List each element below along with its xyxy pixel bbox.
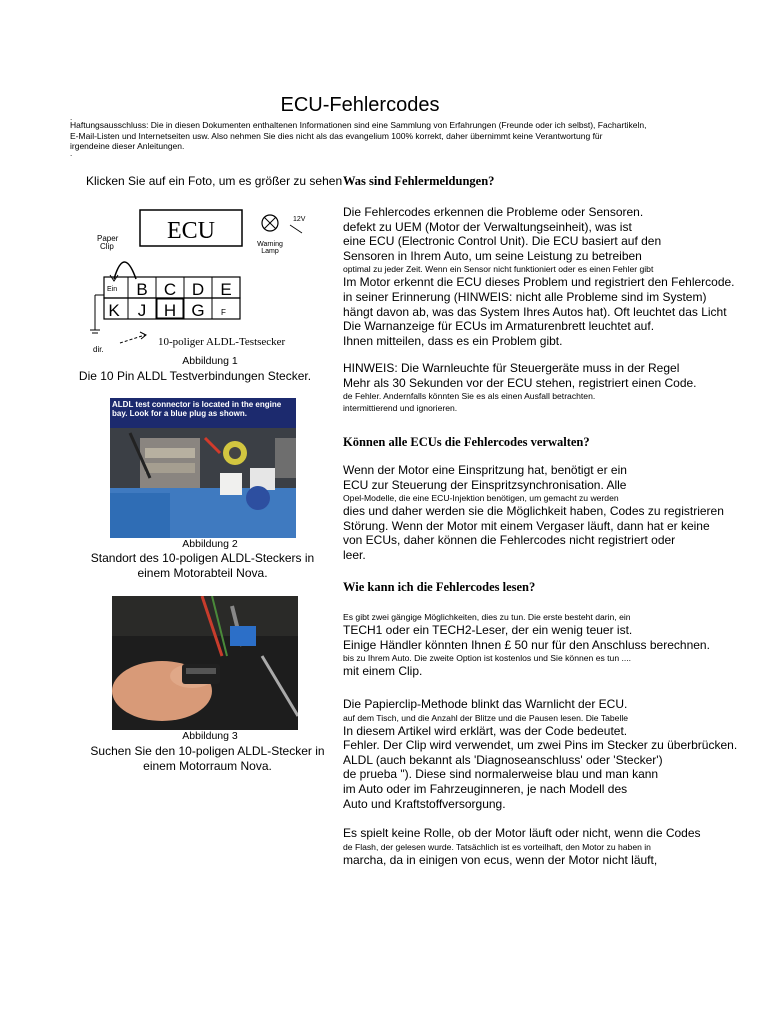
pin-label: D bbox=[191, 280, 205, 299]
page-title: ECU-Fehlercodes bbox=[280, 94, 440, 116]
connector-hand-photo-svg bbox=[112, 596, 298, 730]
text-line: Auto und Kraftstoffversorgung. bbox=[343, 796, 506, 811]
figure3-number: Abbildung 3 bbox=[182, 730, 238, 742]
text-line: de Flash, der gelesen wurde. Tatsächlich ist es vorteilhaft, den Motor zu haben in bbox=[343, 841, 651, 852]
text-line: hängt davon ab, was das System Ihres Autos hat). Oft leuchtet das Licht bbox=[343, 304, 727, 319]
photo-overlay-text: ALDL test connector is located in the engine bay. Look for a blue plug as shown. bbox=[112, 400, 282, 418]
text-line: bis zu Ihrem Auto. Die zweite Option ist kostenlos und Sie können es tun .... bbox=[343, 653, 632, 664]
figure2-caption: Standort des 10-poligen ALDL-Steckers in einem Motorabteil Nova. bbox=[90, 551, 315, 580]
text-line: Ihnen mitteilen, dass es ein Problem gibt. bbox=[343, 333, 563, 348]
pin-label: G bbox=[191, 301, 205, 320]
pin-label: Ein bbox=[107, 286, 118, 293]
warning-lamp-label: Warning bbox=[257, 241, 283, 248]
text-line: Es gibt zwei gängige Möglichkeiten, dies zu tun. Die erste besteht darin, ein bbox=[343, 612, 631, 622]
paragraph-5 bbox=[343, 697, 737, 811]
figure1-caption: Die 10 Pin ALDL Testverbindungen Stecker. bbox=[78, 369, 312, 383]
svg-text:Clip: Clip bbox=[100, 242, 114, 251]
text-line: optimal zu jeder Zeit. Wenn ein Sensor nicht funktioniert oder es einen Fehler gibt bbox=[343, 264, 654, 275]
text-line: dies und daher werden sie die Möglichkeit haben, Codes zu registrieren bbox=[343, 504, 724, 519]
text-line: mit einem Clip. bbox=[343, 664, 423, 679]
text-line: Einige Händler könnten Ihnen £ 50 nur für den Anschluss berechnen. bbox=[343, 637, 710, 652]
paragraph-6 bbox=[343, 826, 701, 867]
ground-label: dir. bbox=[93, 345, 104, 354]
paragraph-1 bbox=[343, 205, 735, 348]
text-line: ECU zur Steuerung der Einspritzsynchronisation. Alle bbox=[343, 477, 627, 492]
text-line: von ECUs, daher können die Fehlercodes nicht registriert oder bbox=[343, 533, 676, 548]
text-line: Opel-Modelle, die eine ECU-Injektion benötigen, um gemacht zu werden bbox=[343, 493, 619, 504]
text-line: Die Warnanzeige für ECUs im Armaturenbrett leuchtet auf. bbox=[343, 319, 655, 334]
engine-bay-photo-svg bbox=[110, 398, 296, 538]
section-heading: Was sind Fehlermeldungen? bbox=[343, 174, 495, 188]
bullet-dot: . bbox=[70, 149, 73, 158]
text-line: In diesem Artikel wird erklärt, was der Code bedeutet. bbox=[343, 723, 628, 738]
text-line: auf dem Tisch, und die Anzahl der Blitze und die Pausen lesen. Die Tabelle bbox=[343, 712, 629, 723]
svg-text:Lamp: Lamp bbox=[261, 248, 279, 255]
pin-label: F bbox=[221, 308, 226, 317]
text-line: Störung. Wenn der Motor mit einem Vergaser läuft, dann hat er keine bbox=[343, 518, 710, 533]
text-line: Die Fehlercodes erkennen die Probleme oder Sensoren. bbox=[343, 205, 644, 219]
text-line: marcha, da in einigen von ecus, wenn der Motor nicht läuft, bbox=[343, 852, 658, 867]
pin-label: J bbox=[137, 301, 147, 320]
pin-label: C bbox=[163, 280, 177, 299]
text-line: eine ECU (Electronic Control Unit). Die ECU basiert auf den bbox=[343, 234, 662, 249]
text-line: leer. bbox=[343, 547, 366, 562]
paper-clip-label: Paper bbox=[97, 234, 119, 243]
figure2-number: Abbildung 2 bbox=[182, 538, 238, 550]
text-line: TECH1 oder ein TECH2-Leser, der ein wenig teuer ist. bbox=[343, 623, 633, 637]
disclaimer-line: E-Mail-Listen und Internetseiten usw. Also nehmen Sie dies nicht als das evangelium 100% korrekt, daher übernimmt keine Verantwortung für bbox=[70, 130, 603, 141]
text-line: Es spielt keine Rolle, ob der Motor läuft oder nicht, wenn die Codes bbox=[343, 826, 701, 840]
paragraph-4 bbox=[343, 611, 710, 679]
pin-label: H bbox=[163, 301, 177, 320]
text-line: in seiner Erinnerung (HINWEIS: nicht alle Probleme sind im System) bbox=[343, 289, 707, 304]
bullet-dot: . bbox=[70, 113, 73, 122]
text-line: intermittierend und ignorieren. bbox=[343, 403, 458, 414]
text-line: defekt zu UEM (Motor der Verwaltungseinheit), was ist bbox=[343, 219, 632, 234]
pin-label: E bbox=[220, 280, 232, 299]
text-line: Im Motor erkennt die ECU dieses Problem und registriert den Fehlercode. bbox=[343, 275, 735, 290]
connector-hand-photo[interactable] bbox=[112, 596, 298, 730]
figure3-caption: Suchen Sie den 10-poligen ALDL-Stecker in einem Motorraum Nova. bbox=[90, 744, 325, 773]
text-line: ALDL (auch bekannt als 'Diagnoseanschluss' oder 'Stecker') bbox=[343, 752, 663, 767]
pin-label: K bbox=[108, 301, 120, 320]
text-line: Fehler. Der Clip wird verwendet, um zwei Pins im Stecker zu überbrücken. bbox=[343, 738, 738, 753]
section-heading: Können alle ECUs die Fehlercodes verwalten? bbox=[343, 435, 590, 449]
click-hint: Klicken Sie auf ein Foto, um es größer zu sehen bbox=[86, 174, 343, 188]
text-line: Mehr als 30 Sekunden vor der ECU stehen, registriert einen Code. bbox=[343, 375, 697, 390]
figure1-number: Abbildung 1 bbox=[182, 355, 238, 367]
text-line: Wenn der Motor eine Einspritzung hat, benötigt er ein bbox=[343, 463, 627, 477]
disclaimer-line: irgendeine dieser Anleitungen. bbox=[70, 141, 185, 151]
text-line: de Fehler. Andernfalls könnten Sie es als einen Ausfall betrachten. bbox=[343, 391, 596, 402]
disclaimer-line: Haftungsausschluss: Die in diesen Dokumenten enthaltenen Informationen sind eine Sammlung von Erfahrungen (Freunde oder ich selbst), Fachartikeln, bbox=[70, 120, 647, 130]
aldl-diagram[interactable] bbox=[90, 205, 310, 357]
text-line: HINWEIS: Die Warnleuchte für Steuergeräte muss in der Regel bbox=[343, 361, 680, 375]
connector-label: 10-poliger ALDL-Testsecker bbox=[158, 336, 286, 348]
disclaimer bbox=[70, 120, 670, 152]
section-heading: Wie kann ich die Fehlercodes lesen? bbox=[343, 580, 536, 594]
voltage-label: 12V bbox=[293, 216, 306, 223]
text-line: Die Papierclip-Methode blinkt das Warnlicht der ECU. bbox=[343, 697, 628, 711]
aldl-diagram-svg bbox=[90, 205, 310, 357]
text-line: Sensoren in Ihrem Auto, um seine Leistung zu betreiben bbox=[343, 248, 642, 263]
text-line: de prueba "). Diese sind normalerweise blau und man kann bbox=[343, 767, 659, 782]
text-line: im Auto oder im Fahrzeuginneren, je nach Modell des bbox=[343, 781, 628, 796]
engine-bay-photo[interactable] bbox=[110, 398, 296, 538]
ecu-box-label: ECU bbox=[167, 218, 215, 244]
pin-label: B bbox=[136, 280, 148, 299]
paragraph-3 bbox=[343, 463, 724, 563]
paragraph-2 bbox=[343, 361, 697, 414]
